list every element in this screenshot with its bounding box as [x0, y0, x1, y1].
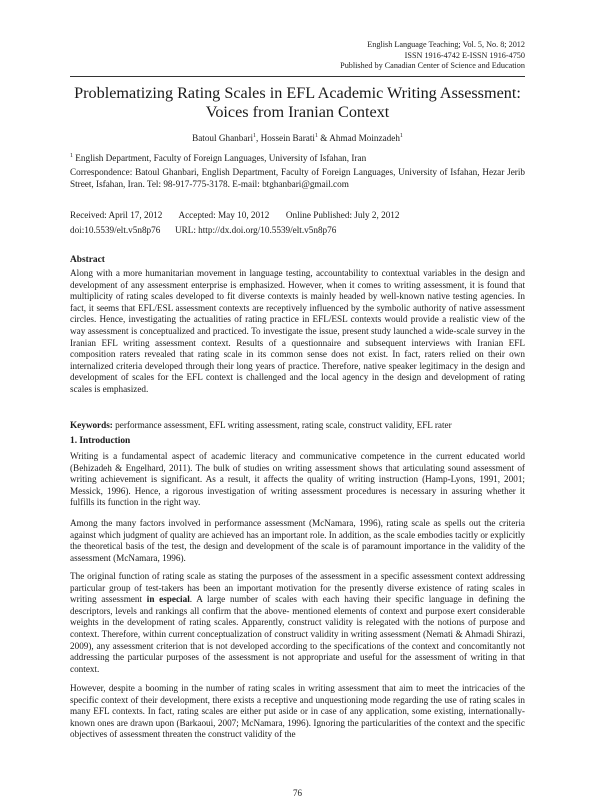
running-header [340, 40, 525, 72]
affiliation-number: 1 [70, 153, 73, 159]
published-date: Online Published: July 2, 2012 [285, 210, 400, 220]
author-2: Hossein Barati [260, 133, 315, 144]
correspondence: Correspondence: Batoul Ghanbari, English Department, Faculty of Foreign Languages, University of Isfahan, Hezar Jerib Street, Isfahan, Iran. Tel: 98-917-775-3178. E-mail: btghanbari@gmail.com [70, 167, 525, 189]
title-line-1: Problematizing Rating Scales in EFL Academic Writing Assessment: [74, 84, 521, 102]
paragraph-4: However, despite a booming in the number of rating scales in writing assessment that aim to meet the intricacies of the specific context of their development, there exists a receptive and unquestioning mode regarding the use of rating scales in many EFL contexts. In fact, rating scales are either put aside or in case of any application, some existing, internationally-known ones are drawn upon (Barkaoui, 2007; McNamara, 1996). Ignoring the particularities of the context and the specific objectives of assessment threaten the construct validity of the [70, 683, 525, 740]
affiliation-text: English Department, Faculty of Foreign Languages, University of Isfahan, Iran [73, 153, 367, 164]
abstract-heading: Abstract [70, 255, 105, 265]
abstract-text: Along with a more humanitarian movement in language testing, accountability to contextual variables in the design and development of any assessment enterprise is emphasized. However, when it comes to writing assessment, it is found that multiplicity of rating scales developed to fit diverse contexts is mainly headed by well-known native testing agencies. In fact, it seems that EFL/ESL assessment contexts are receptively influenced by the symbolic authority of native assessment circles. Hence, investigating the actualities of rating practice in EFL/ESL contexts would provide a realistic view of the way assessment is conceptualized and practiced. To investigate the issue, present study launched a wide-scale survey in the Iranian EFL writing assessment context. Results of a questionnaire and subsequent interviews with Iranian EFL composition raters revealed that rating scale in its common sense does not exist. In fact, raters relied on their own internalized criteria developed through their long years of practice. Therefore, native speaker legitimacy in the design and development of scales for the EFL context is challenged and the local agency in the design and development of rating scales is emphasized. [70, 268, 525, 394]
paragraph-3-part-a: The original function of rating scale as stating the purposes of the assessment in a specific assessment context addressing particular group of test-takers has been an important motivation for the presently diverse existence of rating scales in writing assessment [70, 571, 525, 605]
accepted-date: Accepted: May 10, 2012 [178, 210, 270, 220]
paragraph-3 [70, 571, 525, 675]
doi: doi:10.5539/elt.v5n8p76 [70, 225, 161, 235]
affiliation [70, 151, 525, 165]
received-date: Received: April 17, 2012 [70, 210, 163, 220]
paragraph-3-emphasis: in especial [146, 594, 190, 605]
page-number: 76 [293, 788, 302, 798]
introduction-heading: 1. Introduction [70, 436, 131, 446]
doi-url[interactable]: URL: http://dx.doi.org/10.5539/elt.v5n8p76 [174, 225, 337, 235]
author-list [70, 133, 525, 143]
issn-info: ISSN 1916-4742 E-ISSN 1916-4750 [404, 50, 525, 60]
publisher-info: Published by Canadian Center of Science and Education [340, 61, 525, 71]
author-3-affil: 1 [399, 133, 403, 139]
header-rule [70, 76, 525, 77]
keywords [70, 420, 525, 432]
paragraph-3-part-b: . A large number of scales with each having their specific language in defining the descriptors, levels and rankings all confirm that the above- mentioned elements of context and purpose exert considerable weights in the development of rating scales. Apparently, construct validity is relegated with the notions of purpose and context. Therefore, within current conceptualization of construct validity in writing assessment (Nemati & Ahmadi Shirazi, 2009), any assessment criterion that is not developed according to the specifications of the context and concomitantly not addressing the particular purposes of the assessment is not appropriate and useful for the assessment of writing in that context. [70, 594, 525, 674]
publication-dates [70, 210, 399, 220]
author-2-affil: 1 [315, 133, 318, 139]
journal-info: English Language Teaching; Vol. 5, No. 8; 2012 [367, 40, 525, 49]
author-1: Batoul Ghanbari [192, 133, 254, 144]
paragraph-2: Among the many factors involved in performance assessment (McNamara, 1996), rating scale as spells out the criteria against which judgment of quality are achieved has an important role. In addition, as the scale embodies tacitly or explicitly the theoretical basis of the test, the design and development of the scale is of paramount importance in the validity of the assessment (McNamara, 1996). [70, 518, 525, 563]
keywords-list: performance assessment, EFL writing assessment, rating scale, construct validity, EFL rater [112, 420, 452, 430]
author-3: Ahmad Moinzadeh [329, 133, 400, 144]
keywords-label: Keywords: [70, 420, 113, 430]
doi-line [70, 225, 336, 235]
paper-title [60, 84, 535, 122]
title-line-2: Voices from Iranian Context [205, 103, 390, 121]
author-1-affil: 1 [253, 133, 257, 139]
author-separator: & [318, 133, 330, 144]
paragraph-1: Writing is a fundamental aspect of academic literacy and communicative competence in the current educated world (Behizadeh & Engelhard, 2011). The bulk of studies on writing assessment shows that articulating sound assessment of writing achievement is significant. As a result, it affects the quality of writing instruction (Hamp-Lyons, 1991, 2001; Messick, 1996). Hence, a rigorous investigation of writing assessment procedures is necessary in assuring whether it fulfills its function in the right way. [70, 451, 525, 508]
author-separator: , [256, 133, 261, 144]
